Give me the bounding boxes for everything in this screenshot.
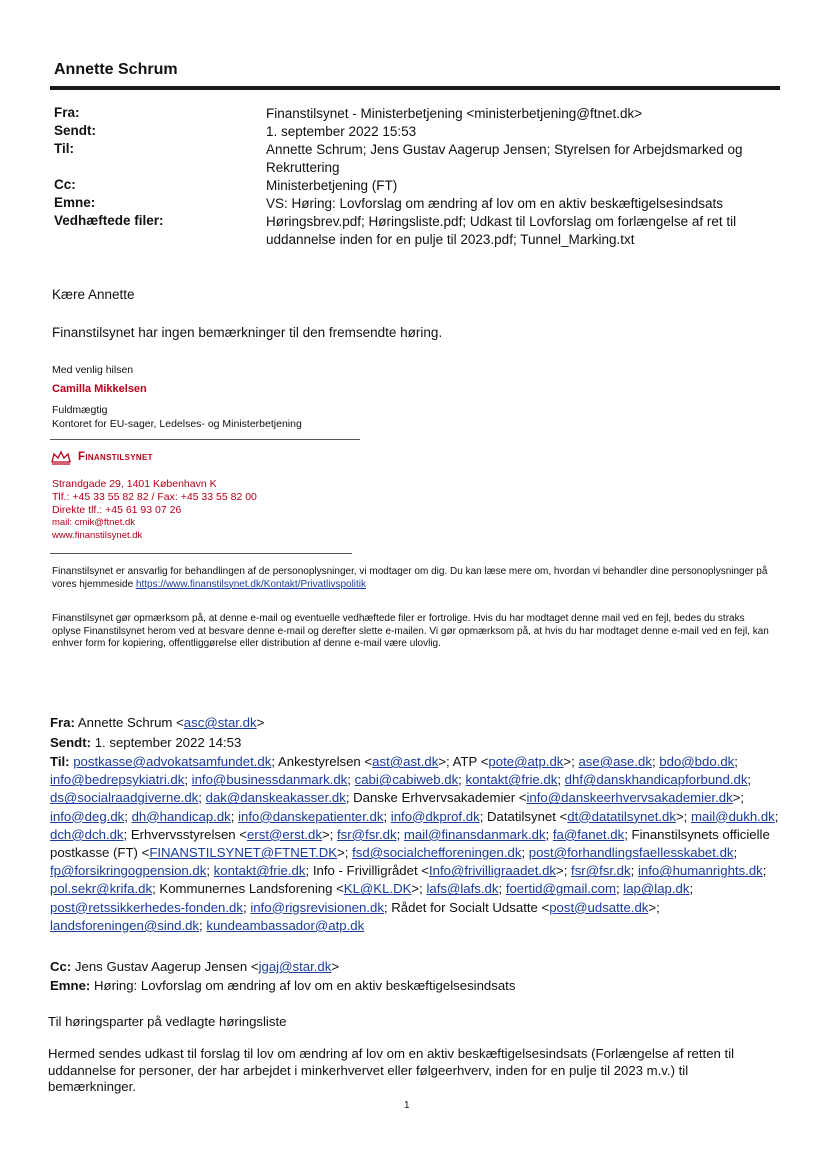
recipient-separator: ;	[458, 772, 466, 788]
recipient-email-link[interactable]: lap@lap.dk	[623, 881, 690, 897]
privacy-policy-link[interactable]: https://www.finanstilsynet.dk/Kontakt/Privatlivspolitik	[135, 578, 367, 590]
recipient-separator: ;	[545, 826, 553, 842]
finanstilsynet-logo	[50, 449, 153, 465]
recipient-email-link[interactable]: foertid@gmail.com	[505, 881, 616, 897]
recipient-email-link[interactable]: pol.sekr@krifa.dk	[50, 881, 153, 897]
recipient-separator: ; Danske Erhvervsakademier <	[345, 790, 527, 806]
recipient-separator: ;	[498, 881, 506, 897]
fw-from-name: Annette Schrum <	[77, 715, 184, 730]
recipient-email-link[interactable]: info@deg.dk	[50, 808, 125, 824]
recipient-email-link[interactable]: dch@dch.dk	[50, 826, 124, 842]
recipient-separator: >;	[556, 863, 572, 879]
recipient-separator: ;	[747, 772, 752, 788]
signature-closing: Med venlig hilsen	[52, 364, 134, 376]
recipient-email-link[interactable]: info@danskeerhvervsakademier.dk	[526, 790, 733, 806]
cc-label: Cc:	[54, 177, 76, 192]
fw-sent-label: Sendt:	[50, 735, 92, 750]
recipient-separator: >;	[321, 826, 337, 842]
recipient-separator: ;	[689, 881, 694, 897]
recipient-email-link[interactable]: info@dkprof.dk	[390, 808, 480, 824]
recipient-email-link[interactable]: dak@danskeakasser.dk	[205, 790, 346, 806]
to-label: Til:	[54, 141, 74, 156]
recipient-email-link[interactable]: Info@frivilligraadet.dk	[429, 863, 557, 879]
fw-cc-label: Cc:	[50, 959, 72, 974]
recipient-email-link[interactable]: bdo@bdo.dk	[659, 754, 735, 769]
recipient-separator: ;	[199, 917, 207, 933]
recipient-email-link[interactable]: ds@socialraadgiverne.dk	[50, 790, 199, 806]
recipient-separator: ;	[396, 826, 404, 842]
to-value: Annette Schrum; Jens Gustav Aagerup Jensen; Styrelsen for Arbejdsmarked og Rekruttering	[266, 142, 743, 175]
contact-phone: Tlf.: +45 33 55 82 82 / Fax: +45 33 55 82 00	[52, 491, 257, 503]
recipient-separator: ; Finanstilsynets officielle postkasse (FT) <	[50, 826, 770, 861]
header-divider	[50, 86, 780, 90]
greeting: Kære Annette	[52, 287, 135, 302]
contact-direct: Direkte tlf.: +45 61 93 07 26	[52, 504, 182, 516]
recipient-separator: ;	[733, 845, 738, 861]
fw-sent-line	[50, 734, 780, 752]
recipient-email-link[interactable]: dh@handicap.dk	[131, 808, 231, 824]
recipient-separator: ; Datatilsynet <	[479, 808, 568, 824]
recipient-email-link[interactable]: kontakt@frie.dk	[465, 772, 558, 788]
recipient-separator: ;	[521, 845, 529, 861]
fw-subject-value: Høring: Lovforslag om ændring af lov om en aktiv beskæftigelsesindsats	[93, 978, 516, 993]
fw-subject-label: Emne:	[50, 978, 91, 993]
cc-value: Ministerbetjening (FT)	[266, 178, 398, 193]
recipient-separator: ;	[184, 772, 192, 788]
recipient-separator: ; Kommunernes Landsforening <	[152, 881, 344, 897]
recipient-separator: >;	[648, 899, 660, 915]
subject-value: VS: Høring: Lovforslag om ændring af lov om en aktiv beskæftigelsesindsats	[266, 196, 723, 211]
fw-to-line	[50, 753, 780, 935]
recipient-separator: ;	[630, 863, 638, 879]
crown-icon	[50, 449, 72, 465]
logo-wordmark: Finanstilsynet	[78, 451, 153, 463]
privacy-text: Finanstilsynet er ansvarlig for behandlingen af de personoplysninger, vi modtager om dig. Du kan læse mere om, hvordan vi behandler dine personoplysninger på vores hjemmeside	[52, 566, 768, 590]
recipient-separator: >;	[675, 808, 691, 824]
recipient-separator: ;	[651, 754, 660, 769]
recipient-separator: ;	[198, 790, 206, 806]
fw-salutation: Til høringsparter på vedlagte høringsliste	[48, 1014, 287, 1029]
recipient-separator: ;	[734, 754, 738, 769]
recipient-email-link[interactable]: dt@datatilsynet.dk	[567, 808, 676, 824]
recipient-separator: ;	[347, 772, 355, 788]
subject-label: Emne:	[54, 195, 96, 210]
recipient-separator: ;	[383, 808, 391, 824]
attachments-label: Vedhæftede filer:	[54, 213, 164, 228]
recipient-list	[50, 754, 778, 933]
recipient-separator: ;	[206, 863, 214, 879]
recipient-email-link[interactable]: post@forhandlingsfaellesskabet.dk	[528, 845, 734, 861]
recipient-email-link[interactable]: fa@fanet.dk	[552, 826, 625, 842]
recipient-separator: >; ATP <	[438, 754, 489, 769]
fw-cc-line	[50, 958, 780, 976]
recipient-email-link[interactable]: cabi@cabiweb.dk	[354, 772, 459, 788]
recipient-separator: >;	[337, 845, 353, 861]
recipient-email-link[interactable]: info@humanrights.dk	[637, 863, 763, 879]
recipient-email-link[interactable]: mail@finansdanmark.dk	[403, 826, 546, 842]
recipient-separator: ; Ankestyrelsen <	[271, 754, 373, 769]
recipient-email-link[interactable]: dhf@danskhandicapforbund.dk	[564, 772, 748, 788]
recipient-email-link[interactable]: post@retssikkerhedes-fonden.dk	[50, 899, 243, 915]
recipient-separator: ;	[762, 863, 767, 879]
fw-to-label: Til:	[50, 754, 70, 769]
recipient-email-link[interactable]: info@danskepatienter.dk	[238, 808, 384, 824]
recipient-email-link[interactable]: ase@ase.dk	[578, 754, 652, 769]
recipient-separator: >;	[732, 790, 745, 806]
recipient-email-link[interactable]: pote@atp.dk	[488, 754, 564, 769]
recipient-email-link[interactable]: lafs@lafs.dk	[426, 881, 499, 897]
recipient-email-link[interactable]: postkasse@advokatsamfundet.dk	[73, 754, 272, 769]
disclaimer-divider	[50, 553, 352, 554]
printout-owner-name: Annette Schrum	[54, 61, 178, 78]
fw-from-label: Fra:	[50, 715, 75, 730]
sent-value: 1. september 2022 15:53	[266, 124, 417, 139]
signature-name: Camilla Mikkelsen	[52, 383, 147, 395]
fw-cc-email-link[interactable]: jgaj@star.dk	[258, 959, 332, 974]
recipient-separator: ; Info - Frivilligrådet <	[305, 863, 429, 879]
privacy-notice	[52, 566, 772, 591]
recipient-email-link[interactable]: info@bedrepsykiatri.dk	[50, 772, 185, 788]
recipient-separator: ;	[242, 899, 251, 915]
reply-message: Finanstilsynet har ingen bemærkninger til den fremsendte høring.	[52, 325, 443, 340]
recipient-separator: >;	[563, 754, 579, 769]
signature-title: Fuldmægtig	[52, 404, 108, 416]
page-number: 1	[404, 1100, 410, 1111]
sent-label: Sendt:	[54, 123, 96, 138]
signature-divider	[50, 439, 360, 440]
contact-web-link[interactable]: www.finanstilsynet.dk	[52, 530, 143, 541]
from-label: Fra:	[54, 105, 80, 120]
recipient-email-link[interactable]: post@udsatte.dk	[549, 899, 649, 915]
recipient-separator: ;	[774, 808, 779, 824]
recipient-email-link[interactable]: kundeambassador@atp.dk	[206, 917, 365, 933]
recipient-email-link[interactable]: fsd@socialchefforeningen.dk	[352, 845, 522, 861]
recipient-separator: ; Rådet for Socialt Udsatte <	[383, 899, 550, 915]
recipient-email-link[interactable]: KL@KL.DK	[343, 881, 412, 897]
recipient-email-link[interactable]: ast@ast.dk	[372, 754, 439, 769]
recipient-separator: ;	[230, 808, 239, 824]
fw-body: Hermed sendes udkast til forslag til lov om ændring af lov om en aktiv beskæftigelsesindsats (Forlængelse af retten til uddannelse for personer, der har arbejdet i minkerhvervet eller følgeerhverv, inden for en pulje til 2023 m.v.) til bemærkninger.	[48, 1046, 735, 1094]
fw-cc-end: >	[331, 959, 340, 974]
recipient-email-link[interactable]: fsr@fsr.dk	[337, 826, 397, 842]
fw-from-line	[50, 714, 780, 732]
signature-office: Kontoret for EU-sager, Ledelses- og Ministerbetjening	[52, 418, 302, 430]
recipient-email-link[interactable]: fp@forsikringogpension.dk	[50, 863, 207, 879]
from-value: Finanstilsynet - Ministerbetjening <ministerbetjening@ftnet.dk>	[266, 106, 643, 121]
recipient-email-link[interactable]: FINANSTILSYNET@FTNET.DK	[149, 845, 338, 861]
recipient-email-link[interactable]: landsforeningen@sind.dk	[50, 917, 200, 933]
recipient-separator: ;	[615, 881, 624, 897]
recipient-email-link[interactable]: erst@erst.dk	[247, 826, 322, 842]
fw-cc-name: Jens Gustav Aagerup Jensen <	[74, 959, 259, 974]
contact-address: Strandgade 29, 1401 København K	[52, 478, 217, 490]
fw-from-end: >	[256, 715, 265, 730]
recipient-separator: ; Erhvervsstyrelsen <	[123, 826, 248, 842]
fw-sent-value: 1. september 2022 14:53	[94, 735, 242, 750]
fw-subject-line	[50, 977, 780, 995]
recipient-email-link[interactable]: info@businessdanmark.dk	[191, 772, 348, 788]
recipient-separator: ;	[124, 808, 132, 824]
recipient-email-link[interactable]: mail@dukh.dk	[691, 808, 775, 824]
contact-mail-link[interactable]: mail: cmik@ftnet.dk	[52, 517, 136, 528]
recipient-email-link[interactable]: info@rigsrevisionen.dk	[250, 899, 384, 915]
attachments-value: Høringsbrev.pdf; Høringsliste.pdf; Udkast til Lovforslag om forlængelse af ret til uddannelse inden for en pulje til 2023.pdf; Tunnel_Marking.txt	[266, 214, 737, 247]
recipient-separator: ;	[557, 772, 565, 788]
fw-from-email-link[interactable]: asc@star.dk	[183, 715, 257, 730]
recipient-email-link[interactable]: kontakt@frie.dk	[213, 863, 306, 879]
recipient-email-link[interactable]: fsr@fsr.dk	[571, 863, 631, 879]
recipient-separator: >;	[411, 881, 427, 897]
confidentiality-notice: Finanstilsynet gør opmærksom på, at denne e-mail og eventuelle vedhæftede filer er fortrolige. Hvis du har modtaget denne mail ved en fejl, bedes du straks oplyse Finanstilsynet herom ved at besvare denne e-mail og derefter slette e-mailen. Vi gør opmærksom på, at hvis du har modtaget denne e-mail ved en fejl, kan enhver form for kopiering, offentliggørelse eller distribution af denne e-mail være ulovlig.	[52, 613, 769, 649]
